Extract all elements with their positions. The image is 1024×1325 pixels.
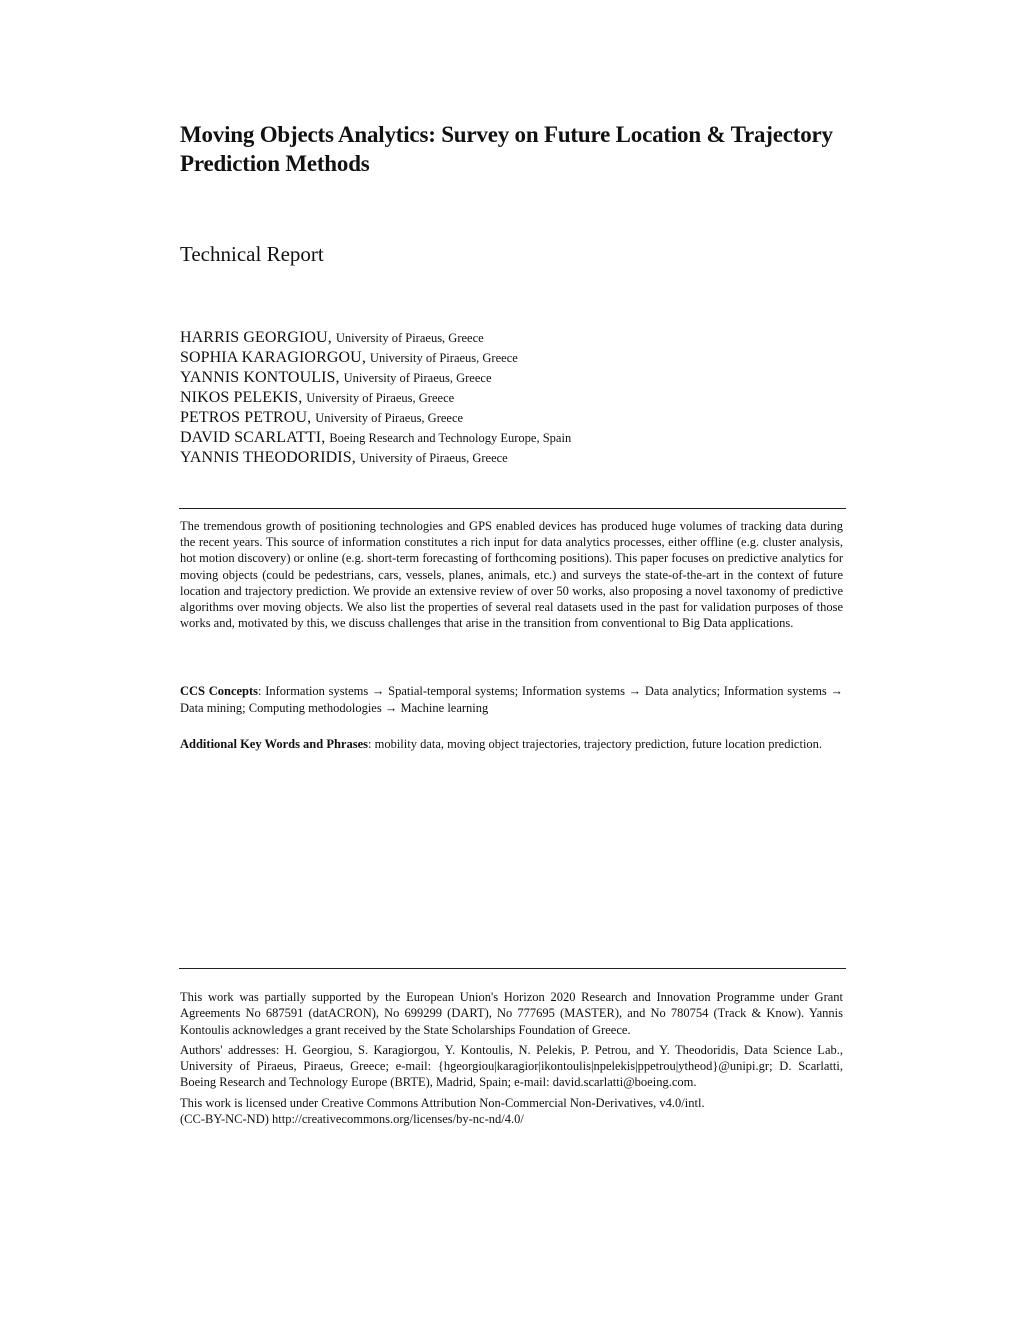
author-name: YANNIS THEODORIDIS, bbox=[180, 449, 356, 466]
abstract-top-rule bbox=[179, 508, 846, 509]
author-name: DAVID SCARLATTI, bbox=[180, 429, 326, 446]
ccs-concepts-text: : Information systems → Spatial-temporal systems; Information systems → Data analytics; Information systems → Data mining; Computing methodologies → Machine learning bbox=[180, 684, 844, 715]
license-line-1: This work is licensed under Creative Commons Attribution Non-Commercial Non-Derivatives, v4.0/intl. bbox=[180, 1095, 705, 1110]
author-affiliation: University of Piraeus, Greece bbox=[315, 411, 464, 425]
footnote-rule bbox=[179, 968, 846, 969]
author-affiliation: University of Piraeus, Greece bbox=[359, 451, 508, 465]
abstract: The tremendous growth of positioning technologies and GPS enabled devices has produced huge volumes of tracking data during the recent years. This source of information constitutes a rich input for data analytics processes, either offline (e.g. cluster analysis, hot motion discovery) or online (e.g. short-term forecasting of forthcoming positions). This paper focuses on predictive analytics for moving objects (could be pedestrians, cars, vessels, planes, animals, etc.) and surveys the state-of-the-art in the context of future location and trajectory prediction. We provide an extensive review of over 50 works, also proposing a novel taxonomy of predictive algorithms over moving objects. We also list the properties of several real datasets used in the past for validation purposes of those works and, motivated by this, we discuss challenges that arise in the transition from conventional to Big Data applications. bbox=[180, 519, 843, 631]
license-note bbox=[180, 1095, 843, 1128]
author-entry bbox=[180, 408, 571, 428]
author-affiliation: University of Piraeus, Greece bbox=[343, 371, 492, 385]
author-affiliation: University of Piraeus, Greece bbox=[306, 391, 455, 405]
author-affiliation: University of Piraeus, Greece bbox=[369, 351, 518, 365]
author-affiliation: University of Piraeus, Greece bbox=[335, 331, 484, 345]
author-name: PETROS PETROU, bbox=[180, 409, 312, 426]
keywords bbox=[180, 736, 843, 753]
ccs-concepts bbox=[180, 683, 843, 716]
author-entry bbox=[180, 328, 571, 348]
author-name: SOPHIA KARAGIORGOU, bbox=[180, 349, 366, 366]
report-type: Technical Report bbox=[180, 242, 324, 266]
keywords-label: Additional Key Words and Phrases bbox=[180, 737, 369, 751]
author-entry bbox=[180, 388, 571, 408]
author-name: HARRIS GEORGIOU, bbox=[180, 329, 332, 346]
author-affiliation: Boeing Research and Technology Europe, Spain bbox=[329, 431, 572, 445]
authors-addresses: Authors' addresses: H. Georgiou, S. Karagiorgou, Y. Kontoulis, N. Pelekis, P. Petrou, and Y. Theodoridis, Data Science Lab., University of Piraeus, Piraeus, Greece; e-mail: {hgeorgiou|karagior|ikontoulis|npelekis|ppetrou|ytheod}@unipi.gr; D. Scarlatti, Boeing Research and Technology Europe (BRTE), Madrid, Spain; e-mail: david.scarlatti@boeing.com. bbox=[180, 1042, 843, 1090]
author-entry bbox=[180, 448, 571, 468]
author-entry bbox=[180, 368, 571, 388]
paper-title: Moving Objects Analytics: Survey on Future Location & Trajectory Prediction Methods bbox=[180, 122, 833, 176]
author-entry bbox=[180, 428, 571, 448]
author-entry bbox=[180, 348, 571, 368]
ccs-concepts-label: CCS Concepts bbox=[180, 684, 259, 698]
author-name: YANNIS KONTOULIS, bbox=[180, 369, 340, 386]
keywords-text: : mobility data, moving object trajectories, trajectory prediction, future location prediction. bbox=[368, 737, 823, 751]
license-line-2: (CC-BY-NC-ND) http://creativecommons.org/licenses/by-nc-nd/4.0/ bbox=[180, 1112, 524, 1127]
footnotes bbox=[180, 989, 843, 1131]
funding-note: This work was partially supported by the European Union's Horizon 2020 Research and Innovation Programme under Grant Agreements No 687591 (datACRON), No 699299 (DART), No 777695 (MASTER), and No 780754 (Track & Know). Yannis Kontoulis acknowledges a grant received by the State Scholarships Foundation of Greece. bbox=[180, 990, 843, 1037]
author-name: NIKOS PELEKIS, bbox=[180, 389, 303, 406]
author-list bbox=[180, 328, 571, 468]
